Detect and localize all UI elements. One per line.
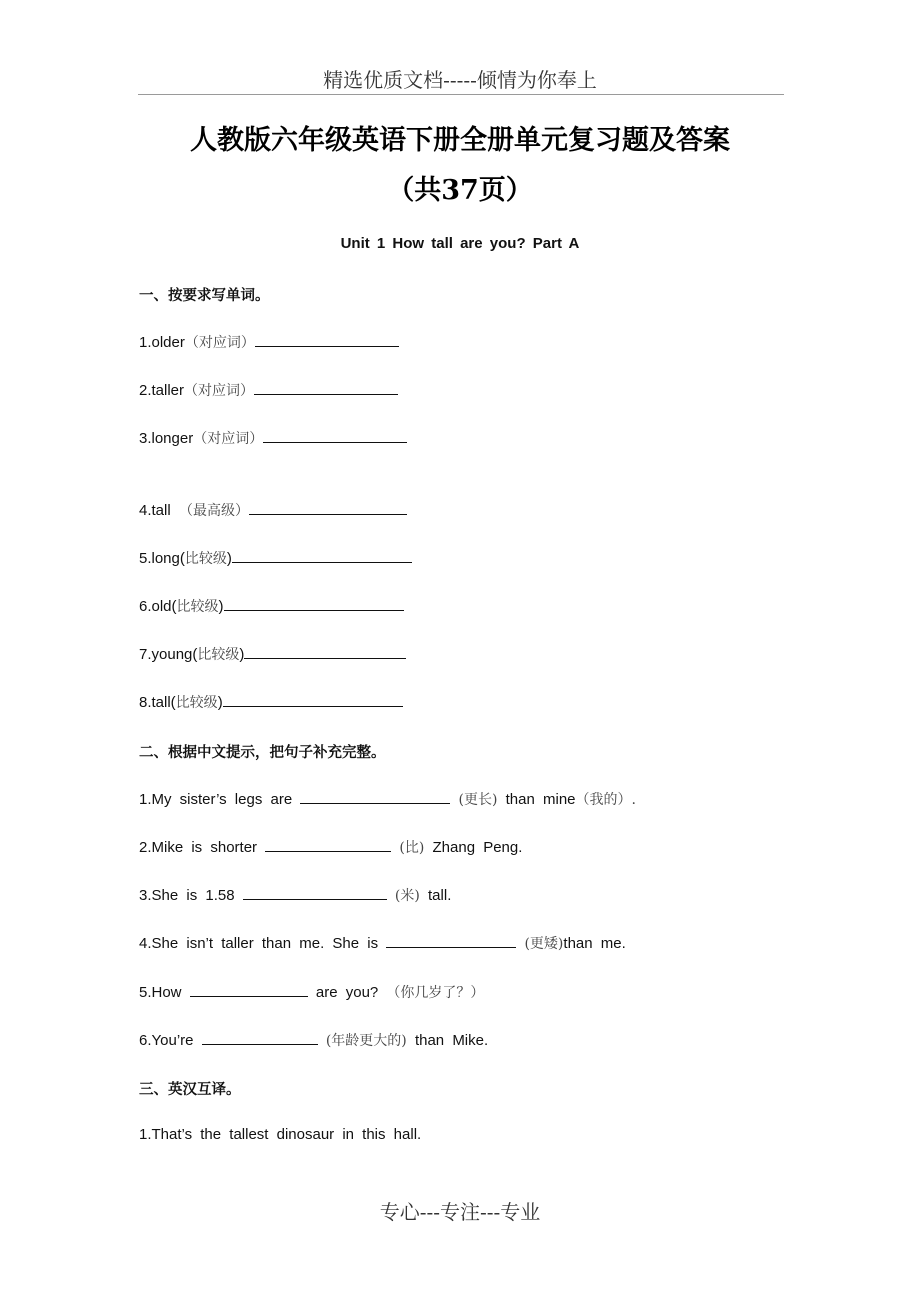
item-close: )	[218, 598, 224, 615]
answer-blank[interactable]	[265, 838, 391, 852]
answer-blank[interactable]	[249, 501, 407, 515]
s2-item-4	[139, 933, 626, 953]
sentence-start: 6.You’re	[139, 1032, 194, 1049]
item-hint: （对应词）	[184, 335, 255, 351]
page-footer: 专心---专注---专业	[379, 1200, 541, 1224]
item-hint: 比较级	[184, 551, 227, 567]
item-close: )	[239, 646, 245, 663]
s2-item-6	[139, 1030, 488, 1050]
section-2-heading: 二、根据中文提示，把句子补充完整。	[139, 745, 386, 761]
sentence-end: than Mike.	[414, 1032, 489, 1049]
s1-item-3	[139, 428, 407, 448]
document-title: 人教版六年级英语下册全册单元复习题及答案	[190, 125, 730, 156]
item-close: )	[217, 694, 223, 711]
sentence-hint: (年龄更大的)	[325, 1033, 407, 1049]
answer-blank[interactable]	[223, 693, 403, 707]
s1-item-6	[139, 596, 404, 616]
answer-blank[interactable]	[386, 934, 516, 948]
item-word: 6.old(	[139, 598, 177, 615]
sentence-end: tall.	[428, 887, 452, 904]
item-hint: （最高级）	[179, 503, 250, 519]
answer-blank[interactable]	[254, 381, 398, 395]
s1-item-7	[139, 644, 406, 664]
item-word: 3.longer	[139, 430, 194, 447]
answer-blank[interactable]	[202, 1031, 318, 1045]
header-divider	[138, 94, 784, 95]
item-word: 1.older	[139, 334, 185, 351]
s2-item-3	[139, 885, 451, 905]
page-header: 精选优质文档-----倾情为你奉上	[323, 68, 597, 92]
sentence-end: than me.	[563, 935, 626, 952]
sentence-hint: (更矮)	[524, 936, 564, 952]
s2-item-2	[139, 837, 522, 857]
s1-item-5	[139, 548, 412, 568]
item-hint: 比较级	[175, 695, 218, 711]
sentence-end: are you?	[315, 984, 379, 1001]
item-word: 2.taller	[139, 382, 185, 399]
s2-item-5	[139, 982, 484, 1002]
s1-item-8	[139, 692, 403, 712]
item-word: 4.tall	[139, 502, 171, 519]
answer-blank[interactable]	[300, 790, 450, 804]
s1-item-2	[139, 380, 398, 400]
sentence-start: 1.My sister’s legs are	[139, 791, 293, 808]
sentence-hint: (米)	[394, 888, 420, 904]
s1-item-4	[139, 500, 407, 520]
item-word: 5.long(	[139, 550, 185, 567]
section-1-heading: 一、按要求写单词。	[139, 288, 270, 304]
sentence-start: 4.She isn’t taller than me. She is	[139, 935, 379, 952]
sentence-end-cn: （我的）.	[575, 792, 636, 808]
answer-blank[interactable]	[263, 429, 407, 443]
sentence-end-cn: （你几岁了？）	[386, 985, 485, 1001]
section-3-heading: 三、英汉互译。	[139, 1082, 241, 1098]
page-count: （共37页）	[387, 175, 533, 206]
item-word: 8.tall(	[139, 694, 176, 711]
answer-blank[interactable]	[244, 645, 406, 659]
sentence-start: 2.Mike is shorter	[139, 839, 258, 856]
s2-item-1	[139, 789, 636, 809]
answer-blank[interactable]	[224, 597, 404, 611]
item-word: 7.young(	[139, 646, 198, 663]
s1-item-1	[139, 332, 399, 352]
answer-blank[interactable]	[232, 549, 412, 563]
answer-blank[interactable]	[190, 983, 308, 997]
answer-blank[interactable]	[243, 886, 387, 900]
sentence-end: Zhang Peng.	[432, 839, 523, 856]
answer-blank[interactable]	[255, 333, 399, 347]
item-hint: （对应词）	[193, 431, 264, 447]
sentence-end: than mine	[505, 791, 576, 808]
sentence-start: 5.How	[139, 984, 182, 1001]
sentence-start: 3.She is 1.58	[139, 887, 235, 904]
item-hint: （对应词）	[184, 383, 255, 399]
s3-item-1: 1.That’s the tallest dinosaur in this hall.	[139, 1126, 422, 1143]
item-close: )	[226, 550, 232, 567]
item-hint: 比较级	[197, 647, 240, 663]
item-hint: 比较级	[176, 599, 219, 615]
sentence-hint: (更长)	[458, 792, 498, 808]
sentence-hint: (比)	[399, 840, 425, 856]
unit-title: Unit 1 How tall are you? Part A	[340, 235, 580, 252]
